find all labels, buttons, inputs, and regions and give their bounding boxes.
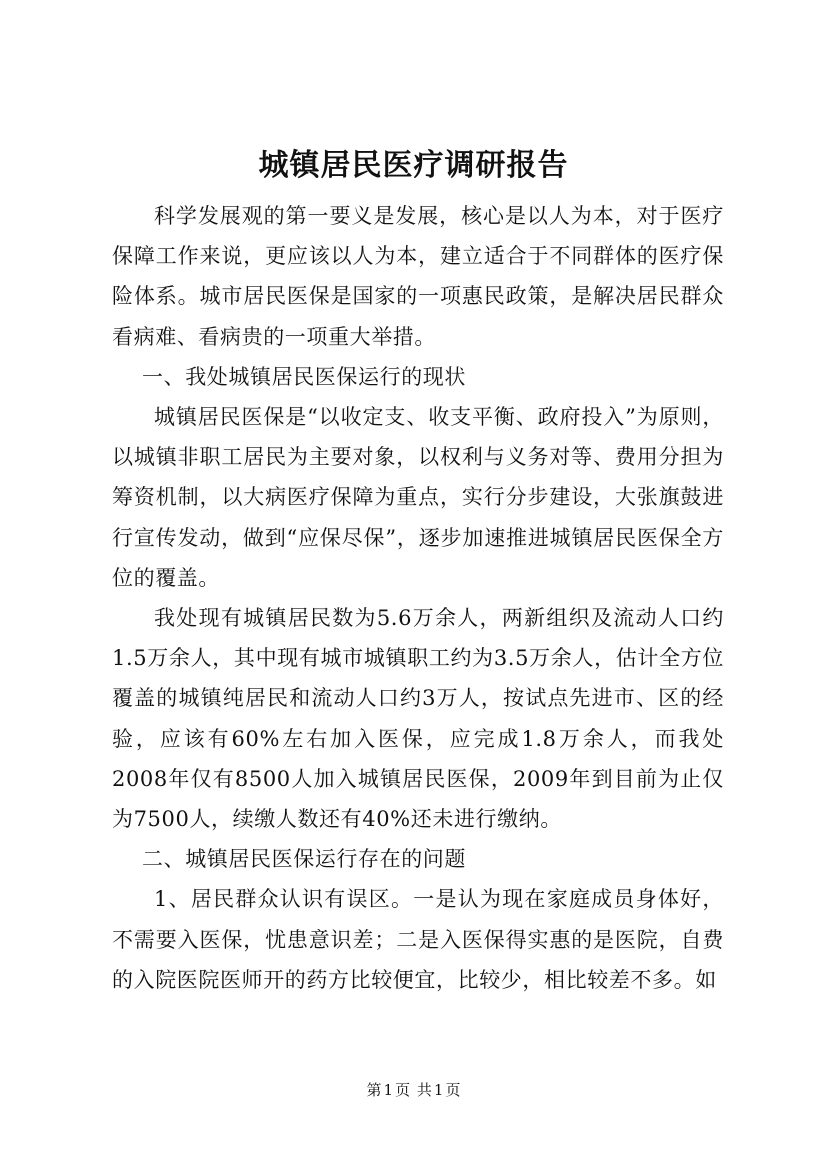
document-body — [112, 196, 724, 1000]
paragraph-intro: 科学发展观的第一要义是发展，核心是以人为本，对于医疗保障工作来说，更应该以人为本，建立适合于不同群体的医疗保险体系。城市居民医保是国家的一项惠民政策，是解决居民群众看病难、看病贵的一项重大举措。 — [112, 204, 724, 349]
footer-page-prefix: 第 — [366, 1081, 382, 1099]
document-title: 城镇居民医疗调研报告 — [258, 148, 569, 183]
footer-total-pages: 1 — [433, 1081, 444, 1099]
footer-total-unit: 页 — [445, 1081, 461, 1099]
footer-total-prefix: 共 — [416, 1081, 432, 1099]
section-heading-1: 一、我处城镇居民医保运行的现状 — [142, 364, 466, 389]
paragraph-problems: 1、居民群众认识有误区。一是认为现在家庭成员身体好，不需要入医保，忧患意识差；二是入医保得实惠的是医院，自费的入院医院医师开的药方比较便宜，比较少，相比较差不多。如 — [112, 887, 724, 992]
page-footer — [0, 1080, 827, 1100]
paragraph-principle: 城镇居民医保是“以收定支、收支平衡、政府投入”为原则，以城镇非职工居民为主要对象，以权利与义务对等、费用分担为筹资机制，以大病医疗保障为重点，实行分步建设，大张旗鼓进行宣传发动，做到“应保尽保”，逐步加速推进城镇居民医保全方位的覆盖。 — [112, 405, 724, 590]
section-heading-2: 二、城镇居民医保运行存在的问题 — [142, 847, 466, 872]
footer-page-number: 1 — [383, 1081, 394, 1099]
footer-page-unit: 页 — [395, 1081, 411, 1099]
paragraph-statistics: 我处现有城镇居民数为5.6万余人，两新组织及流动人口约1.5万余人，其中现有城市城镇职工约为3.5万余人，估计全方位覆盖的城镇纯居民和流动人口约3万人，按试点先进市、区的经验，应该有60%左右加入医保，应完成1.8万余人，而我处2008年仅有8500人加入城镇居民医保，2009年到目前为止仅为7500人，续缴人数还有40%还未进行缴纳。 — [112, 606, 724, 832]
